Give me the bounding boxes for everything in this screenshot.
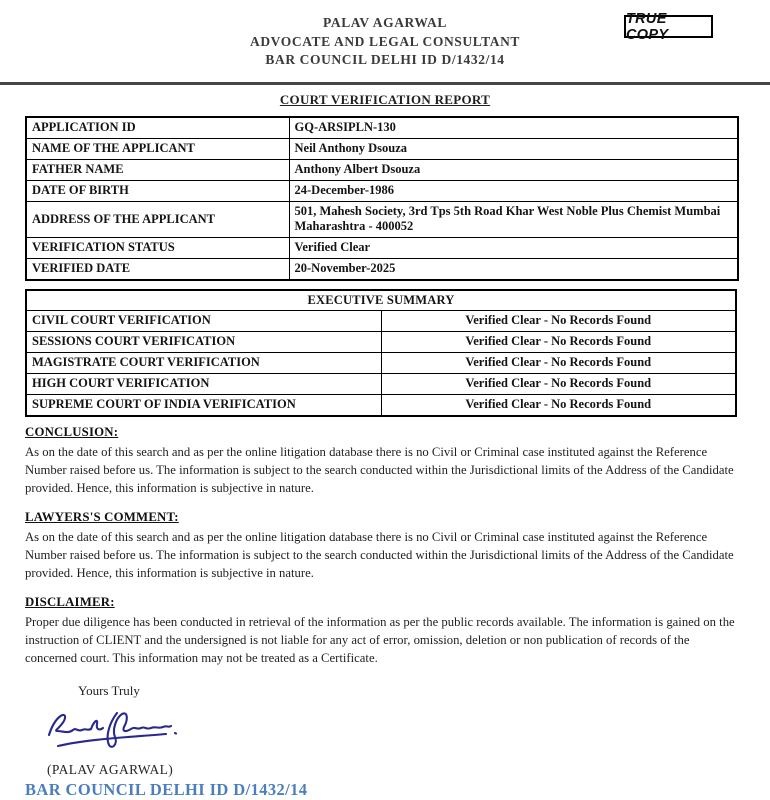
- row-label: CIVIL COURT VERIFICATION: [26, 310, 381, 331]
- executive-summary-title: EXECUTIVE SUMMARY: [26, 290, 736, 311]
- page-title: COURT VERIFICATION REPORT: [279, 91, 491, 107]
- table-row: [26, 117, 738, 139]
- row-value: Neil Anthony Dsouza: [289, 138, 738, 159]
- header-divider: [0, 82, 770, 85]
- row-value: 24-December-1986: [289, 180, 738, 201]
- table-row: [26, 201, 738, 237]
- closing-text: Yours Truly: [78, 682, 140, 698]
- table-row: [26, 138, 738, 159]
- row-value: Verified Clear - No Records Found: [381, 310, 736, 331]
- disclaimer-heading: DISCLAIMER:: [25, 594, 115, 609]
- lawyers-comment-body: As on the date of this search and as per the online litigation database there is no Civil or Criminal case instituted against the Reference Number raised before us. The information is subject to the search conducted within the Jurisdictional limits of the Address of the Candidate provided. Hence, this information is subjective in nature.: [25, 529, 734, 580]
- row-value: Verified Clear - No Records Found: [381, 373, 736, 394]
- table-row: [26, 159, 738, 180]
- row-value: Verified Clear - No Records Found: [381, 331, 736, 352]
- row-label: MAGISTRATE COURT VERIFICATION: [26, 352, 381, 373]
- table-row: [26, 180, 738, 201]
- row-label: VERIFICATION STATUS: [26, 237, 289, 258]
- row-label: FATHER NAME: [26, 159, 289, 180]
- lawyers-comment-section: [25, 510, 747, 582]
- conclusion-heading: CONCLUSION:: [25, 424, 119, 439]
- advocate-bar-id: BAR COUNCIL DELHI ID D/1432/14: [265, 52, 505, 67]
- table-row: [26, 310, 736, 331]
- row-label: SESSIONS COURT VERIFICATION: [26, 331, 381, 352]
- table-row: [26, 258, 738, 280]
- handwritten-signature-icon: [42, 704, 192, 756]
- row-value: Verified Clear - No Records Found: [381, 352, 736, 373]
- row-label: NAME OF THE APPLICANT: [26, 138, 289, 159]
- table-row: [26, 237, 738, 258]
- conclusion-body: As on the date of this search and as per the online litigation database there is no Civil or Criminal case instituted against the Reference Number raised before us. The information is subject to the search conducted within the Jurisdictional limits of the Address of the Candidate provided. Hence, this information is subjective in nature.: [25, 444, 734, 495]
- row-value: GQ-ARSIPLN-130: [289, 117, 738, 139]
- true-copy-stamp: [624, 10, 713, 43]
- conclusion-section: [25, 425, 747, 497]
- row-value: 501, Mahesh Society, 3rd Tps 5th Road Khar West Noble Plus Chemist Mumbai Maharashtra - 400052: [289, 201, 738, 237]
- advocate-name: PALAV AGARWAL: [323, 15, 447, 30]
- row-label: DATE OF BIRTH: [26, 180, 289, 201]
- disclaimer-body: Proper due diligence has been conducted in retrieval of the information as per the public records available. The information is gained on the instruction of CLIENT and the undersigned is not liable for any act of error, omission, deletion or non publication of records of the concerned court. This information may not be treated as a Certificate.: [25, 614, 735, 665]
- table-row: [26, 373, 736, 394]
- row-label: SUPREME COURT OF INDIA VERIFICATION: [26, 394, 381, 416]
- row-label: ADDRESS OF THE APPLICANT: [26, 201, 289, 237]
- table-row: [26, 394, 736, 416]
- row-label: APPLICATION ID: [26, 117, 289, 139]
- signatory-name: (PALAV AGARWAL): [47, 761, 174, 777]
- executive-summary-table: [25, 289, 737, 417]
- lawyers-comment-heading: LAWYERS'S COMMENT:: [25, 509, 179, 524]
- executive-summary-header-row: [26, 290, 736, 311]
- table-row: [26, 352, 736, 373]
- row-value: Anthony Albert Dsouza: [289, 159, 738, 180]
- true-copy-stamp-label: TRUE COPY: [626, 10, 669, 43]
- applicant-details-table: [25, 116, 739, 281]
- table-row: [26, 331, 736, 352]
- disclaimer-section: [25, 595, 747, 667]
- advocate-title: ADVOCATE AND LEGAL CONSULTANT: [249, 33, 521, 49]
- row-label: HIGH COURT VERIFICATION: [26, 373, 381, 394]
- row-value: Verified Clear: [289, 237, 738, 258]
- row-label: VERIFIED DATE: [26, 258, 289, 280]
- row-value: Verified Clear - No Records Found: [381, 394, 736, 416]
- bar-council-id: BAR COUNCIL DELHI ID D/1432/14: [25, 779, 308, 799]
- row-value: 20-November-2025: [289, 258, 738, 280]
